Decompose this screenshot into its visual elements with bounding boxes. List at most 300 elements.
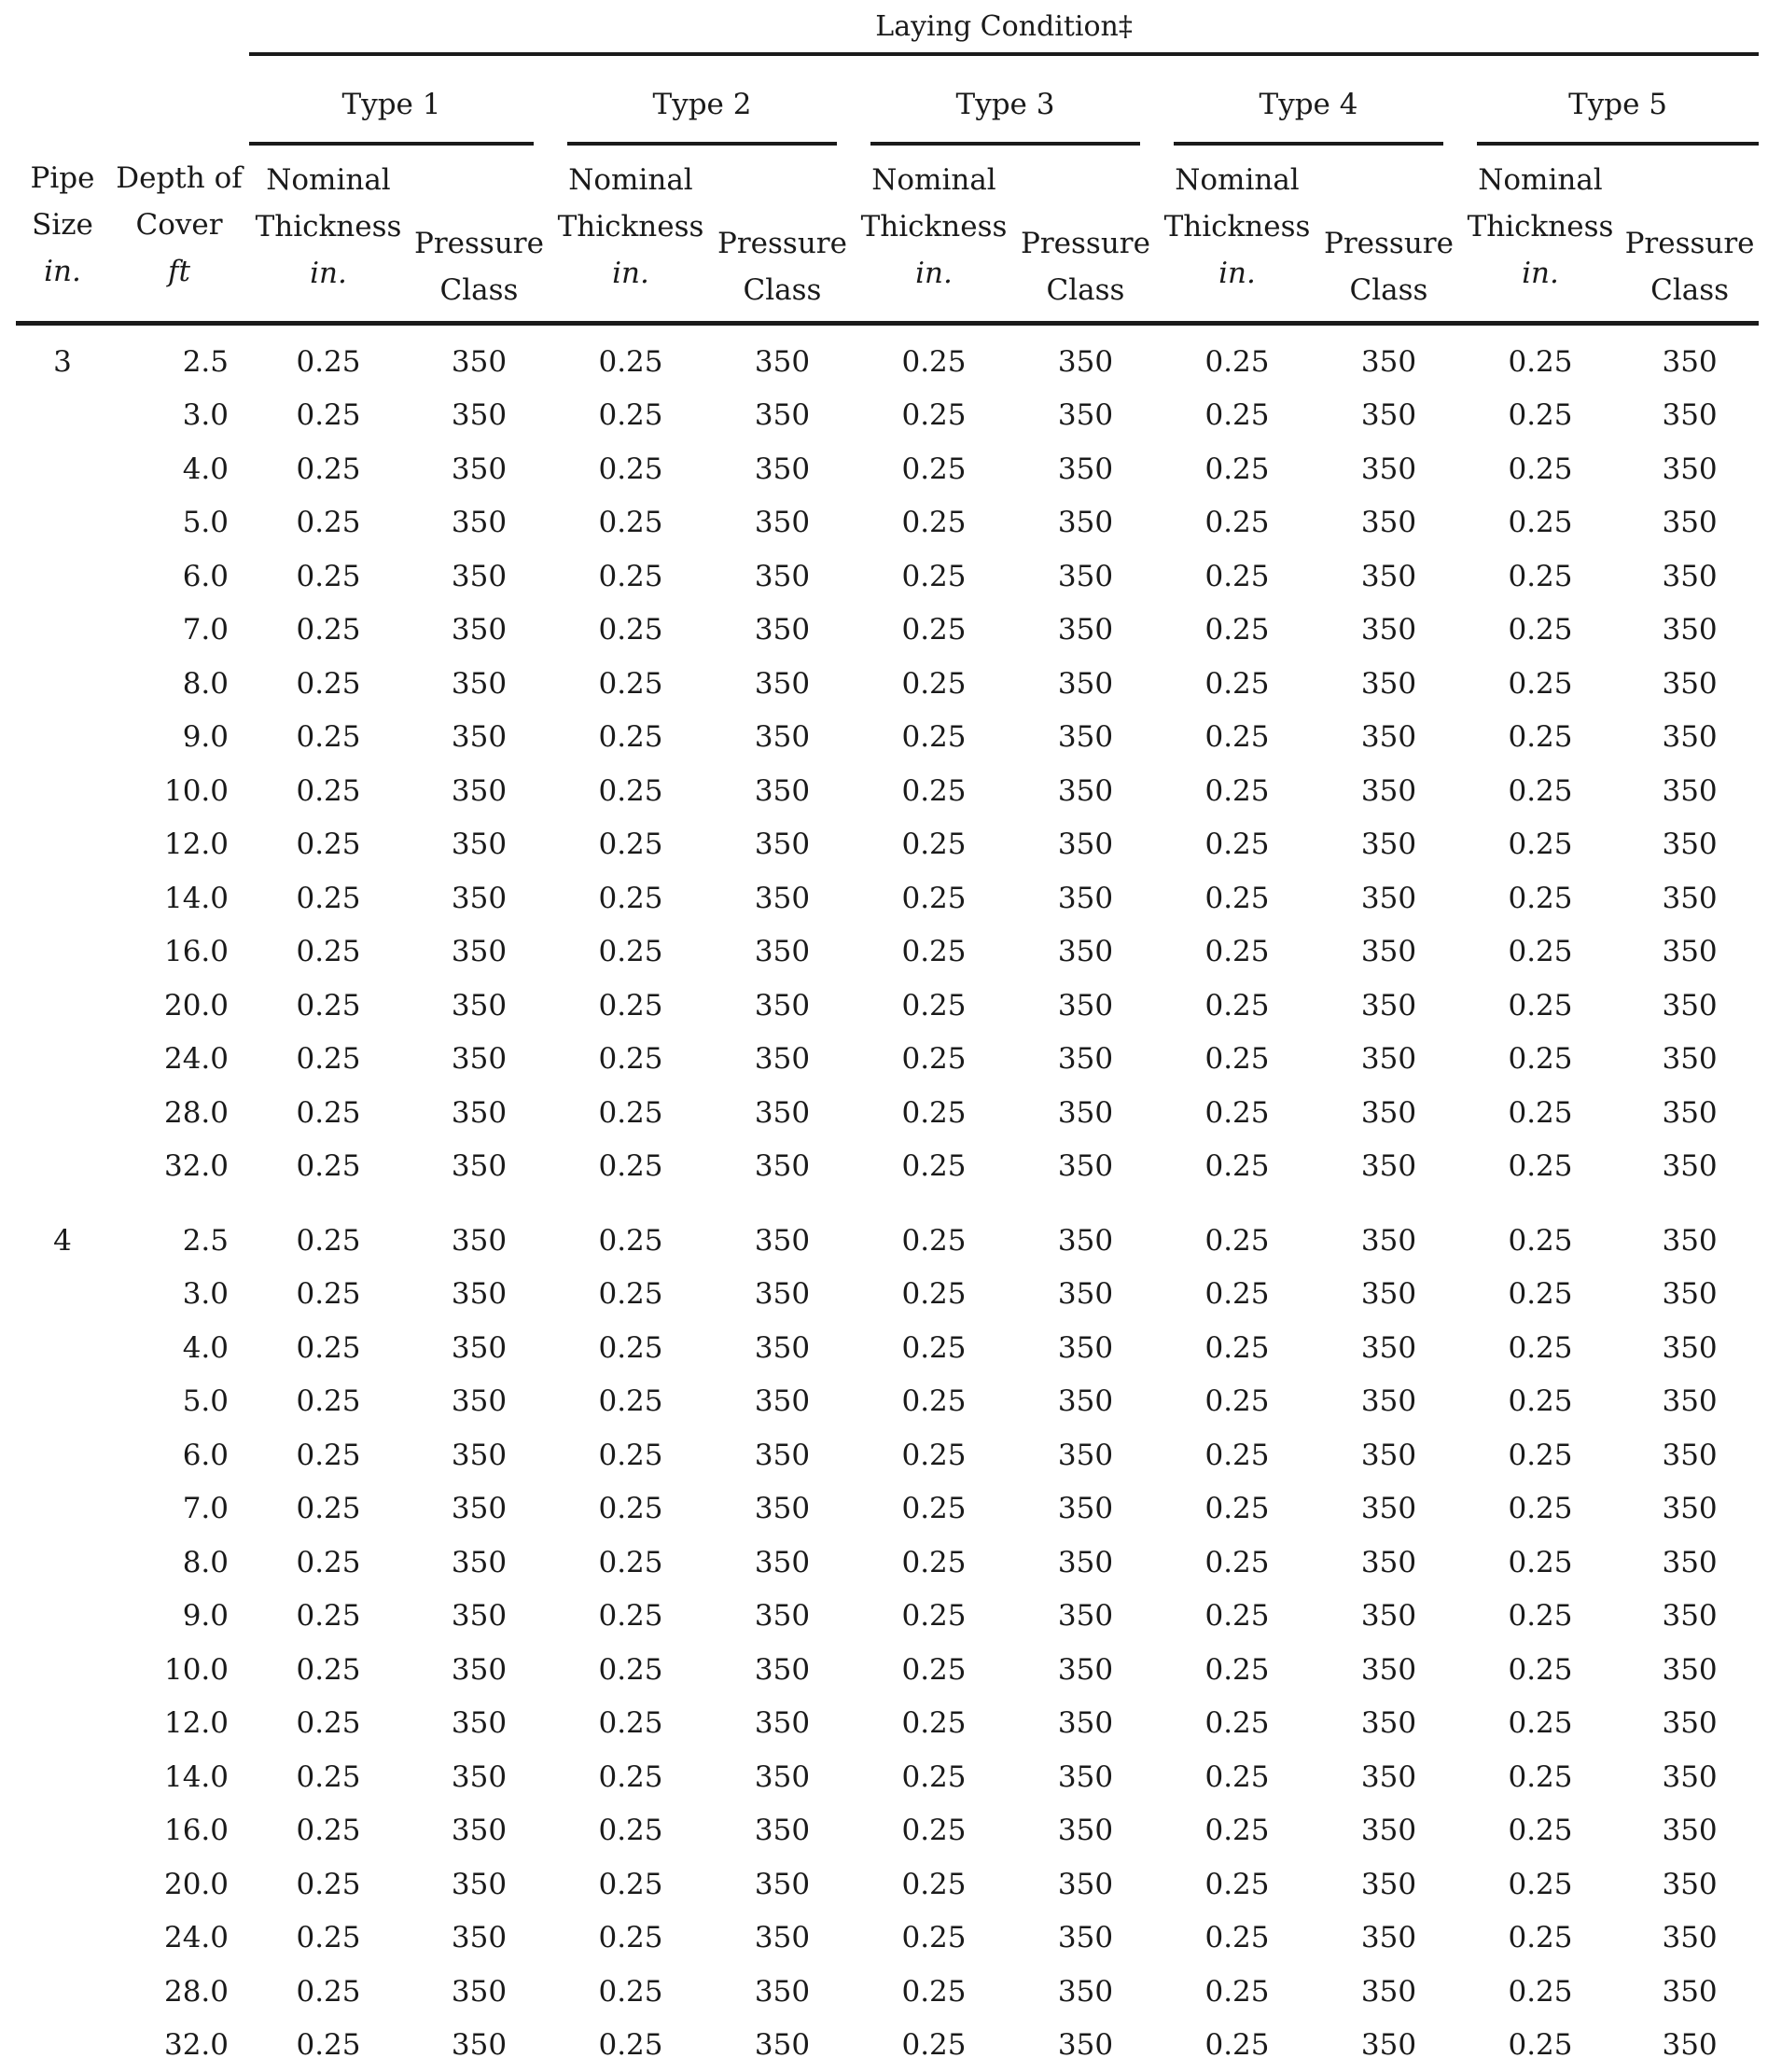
nominal-thickness-cell: 0.25 [1460, 549, 1621, 604]
nominal-thickness-cell: 0.25 [249, 496, 408, 550]
pressure-class-cell: 350 [1014, 1375, 1157, 1429]
table-row [16, 1912, 1759, 1966]
pressure-class-cell: 350 [1317, 871, 1460, 925]
nominal-thickness-cell: 0.25 [1460, 764, 1621, 818]
nominal-thickness-cell: 0.25 [249, 1086, 408, 1140]
column-header-row [16, 144, 1759, 324]
pressure-class-cell: 350 [408, 979, 550, 1033]
nominal-thickness-cell: 0.25 [1460, 389, 1621, 443]
pressure-class-cell: 350 [408, 496, 550, 550]
pressure-class-cell: 350 [1621, 442, 1759, 496]
pressure-class-cell: 350 [408, 1214, 550, 1268]
pipe-size-cell [16, 711, 109, 765]
type-2-header: Type 2 [550, 67, 854, 144]
table-row [16, 1268, 1759, 1322]
pipe-size-cell [16, 1590, 109, 1644]
pressure-class-cell: 350 [711, 1750, 854, 1804]
pressure-class-cell: 350 [1621, 549, 1759, 604]
table-row [16, 1750, 1759, 1804]
nominal-thickness-cell: 0.25 [249, 1965, 408, 2019]
nominal-thickness-cell: 0.25 [550, 442, 711, 496]
pressure-class-cell: 350 [1014, 1536, 1157, 1590]
nominal-thickness-cell: 0.25 [550, 1214, 711, 1268]
pressure-class-cell: 350 [711, 1214, 854, 1268]
table-row [16, 1643, 1759, 1697]
pipe-size-cell: 3 [16, 324, 109, 389]
pressure-class-cell: 350 [1317, 657, 1460, 711]
nominal-thickness-cell: 0.25 [249, 1643, 408, 1697]
depth-of-cover-cell: 6.0 [109, 1428, 249, 1482]
pressure-class-cell: 350 [711, 925, 854, 980]
depth-of-cover-cell: 3.0 [109, 389, 249, 443]
nominal-thickness-cell: 0.25 [1157, 1804, 1317, 1858]
nominal-thickness-cell: 0.25 [1460, 979, 1621, 1033]
pressure-class-cell: 350 [1014, 1965, 1157, 2019]
nominal-thickness-cell: 0.25 [1460, 925, 1621, 980]
depth-of-cover-cell: 10.0 [109, 764, 249, 818]
nominal-thickness-cell: 0.25 [550, 925, 711, 980]
depth-of-cover-cell: 7.0 [109, 1482, 249, 1537]
nominal-thickness-cell: 0.25 [550, 1536, 711, 1590]
pressure-class-cell: 350 [408, 549, 550, 604]
nominal-thickness-cell: 0.25 [550, 1482, 711, 1537]
pipe-size-cell [16, 1965, 109, 2019]
nominal-thickness-cell: 0.25 [550, 1590, 711, 1644]
pressure-class-cell: 350 [1621, 1965, 1759, 2019]
pressure-class-cell: 350 [408, 1643, 550, 1697]
nominal-thickness-cell: 0.25 [854, 1086, 1014, 1140]
pressure-class-header: Pressure Class [1317, 144, 1460, 324]
pressure-class-cell: 350 [711, 657, 854, 711]
nominal-thickness-cell: 0.25 [550, 1428, 711, 1482]
nominal-thickness-cell: 0.25 [1157, 324, 1317, 389]
nominal-thickness-cell: 0.25 [1157, 1590, 1317, 1644]
depth-of-cover-cell: 5.0 [109, 1375, 249, 1429]
nominal-thickness-cell: 0.25 [1157, 764, 1317, 818]
pressure-class-cell: 350 [1317, 764, 1460, 818]
pipe-thickness-table [16, 0, 1759, 2072]
pressure-class-cell: 350 [1317, 1804, 1460, 1858]
pressure-class-cell: 350 [1621, 657, 1759, 711]
pressure-class-cell: 350 [1317, 818, 1460, 872]
pressure-class-cell: 350 [1317, 1214, 1460, 1268]
table-row [16, 1965, 1759, 2019]
pressure-class-cell: 350 [1621, 764, 1759, 818]
pressure-class-cell: 350 [408, 711, 550, 765]
pressure-class-cell: 350 [408, 1428, 550, 1482]
table-row [16, 2019, 1759, 2072]
pressure-class-cell: 350 [1014, 657, 1157, 711]
table-header [16, 0, 1759, 324]
table-row [16, 1140, 1759, 1194]
nominal-thickness-cell: 0.25 [249, 1214, 408, 1268]
nominal-thickness-cell: 0.25 [1460, 871, 1621, 925]
nominal-thickness-cell: 0.25 [550, 1912, 711, 1966]
pipe-size-cell [16, 1321, 109, 1375]
nominal-thickness-cell: 0.25 [1460, 604, 1621, 658]
pressure-class-cell: 350 [408, 1804, 550, 1858]
pressure-class-cell: 350 [1317, 389, 1460, 443]
nominal-thickness-header: Nominal Thickness in. [249, 144, 408, 324]
nominal-thickness-cell: 0.25 [1460, 2019, 1621, 2072]
pressure-class-cell: 350 [408, 1086, 550, 1140]
pipe-size-cell [16, 1033, 109, 1087]
pressure-class-cell: 350 [1621, 818, 1759, 872]
pressure-class-cell: 350 [1621, 1912, 1759, 1966]
table-row [16, 1086, 1759, 1140]
depth-of-cover-cell: 3.0 [109, 1268, 249, 1322]
pipe-size-cell [16, 1536, 109, 1590]
pressure-class-cell: 350 [1317, 496, 1460, 550]
table-row [16, 324, 1759, 389]
pressure-class-cell: 350 [711, 2019, 854, 2072]
nominal-thickness-cell: 0.25 [550, 764, 711, 818]
nominal-thickness-header: Nominal Thickness in. [550, 144, 711, 324]
nominal-thickness-cell: 0.25 [854, 1033, 1014, 1087]
pipe-thickness-table-container [16, 0, 1759, 2072]
pipe-size-cell [16, 657, 109, 711]
pressure-class-cell: 350 [1014, 1804, 1157, 1858]
pressure-class-cell: 350 [1621, 925, 1759, 980]
nominal-thickness-cell: 0.25 [854, 604, 1014, 658]
pressure-class-cell: 350 [1014, 1268, 1157, 1322]
pressure-class-cell: 350 [408, 764, 550, 818]
nominal-thickness-cell: 0.25 [249, 1804, 408, 1858]
nominal-thickness-cell: 0.25 [1157, 1965, 1317, 2019]
pipe-size-cell [16, 1697, 109, 1751]
pressure-class-cell: 350 [1014, 442, 1157, 496]
pressure-class-cell: 350 [1317, 1428, 1460, 1482]
pipe-size-cell [16, 1268, 109, 1322]
nominal-thickness-cell: 0.25 [1157, 549, 1317, 604]
nominal-thickness-cell: 0.25 [550, 1321, 711, 1375]
pipe-size-cell [16, 604, 109, 658]
nominal-thickness-cell: 0.25 [1157, 1857, 1317, 1912]
nominal-thickness-cell: 0.25 [1460, 1536, 1621, 1590]
nominal-thickness-cell: 0.25 [854, 1214, 1014, 1268]
depth-of-cover-cell: 4.0 [109, 1321, 249, 1375]
pressure-class-cell: 350 [1014, 979, 1157, 1033]
pipe-size-cell [16, 1428, 109, 1482]
group-spacer [16, 1193, 1759, 1214]
pressure-class-cell: 350 [1317, 1590, 1460, 1644]
nominal-thickness-cell: 0.25 [550, 324, 711, 389]
pipe-size-cell [16, 496, 109, 550]
nominal-thickness-header: Nominal Thickness in. [1460, 144, 1621, 324]
nominal-thickness-cell: 0.25 [550, 818, 711, 872]
pressure-class-cell: 350 [1317, 2019, 1460, 2072]
pipe-size-cell [16, 925, 109, 980]
nominal-thickness-cell: 0.25 [1157, 496, 1317, 550]
nominal-thickness-cell: 0.25 [1460, 1965, 1621, 2019]
nominal-thickness-cell: 0.25 [854, 979, 1014, 1033]
pressure-class-cell: 350 [1621, 1804, 1759, 1858]
nominal-thickness-cell: 0.25 [249, 1912, 408, 1966]
pressure-class-cell: 350 [1317, 1086, 1460, 1140]
pressure-class-cell: 350 [408, 1912, 550, 1966]
nominal-thickness-cell: 0.25 [249, 1140, 408, 1194]
pressure-class-cell: 350 [1014, 711, 1157, 765]
table-row [16, 604, 1759, 658]
nominal-thickness-header: Nominal Thickness in. [854, 144, 1014, 324]
nominal-thickness-cell: 0.25 [550, 1750, 711, 1804]
pressure-class-cell: 350 [711, 1590, 854, 1644]
pressure-class-cell: 350 [1014, 1214, 1157, 1268]
pipe-size-cell [16, 1086, 109, 1140]
nominal-thickness-cell: 0.25 [249, 549, 408, 604]
pressure-class-cell: 350 [1317, 1536, 1460, 1590]
nominal-thickness-cell: 0.25 [854, 1590, 1014, 1644]
nominal-thickness-cell: 0.25 [550, 1965, 711, 2019]
pipe-size-cell [16, 979, 109, 1033]
pressure-class-header: Pressure Class [408, 144, 550, 324]
depth-of-cover-cell: 6.0 [109, 549, 249, 604]
header-gap-row [16, 54, 1759, 67]
nominal-thickness-cell: 0.25 [249, 1375, 408, 1429]
pressure-class-cell: 350 [1317, 1375, 1460, 1429]
pressure-class-cell: 350 [1621, 604, 1759, 658]
pressure-class-cell: 350 [408, 1697, 550, 1751]
pressure-class-cell: 350 [711, 1140, 854, 1194]
nominal-thickness-cell: 0.25 [854, 1375, 1014, 1429]
nominal-thickness-cell: 0.25 [1157, 925, 1317, 980]
table-row [16, 764, 1759, 818]
pressure-class-cell: 350 [711, 1536, 854, 1590]
nominal-thickness-cell: 0.25 [249, 1857, 408, 1912]
depth-of-cover-cell: 7.0 [109, 604, 249, 658]
nominal-thickness-cell: 0.25 [550, 1033, 711, 1087]
pressure-class-cell: 350 [1014, 925, 1157, 980]
depth-of-cover-cell: 16.0 [109, 1804, 249, 1858]
pipe-size-cell [16, 1375, 109, 1429]
nominal-thickness-cell: 0.25 [1157, 1375, 1317, 1429]
pressure-class-cell: 350 [711, 389, 854, 443]
pressure-class-cell: 350 [1621, 1140, 1759, 1194]
type-5-header: Type 5 [1460, 67, 1759, 144]
nominal-thickness-cell: 0.25 [854, 1321, 1014, 1375]
depth-of-cover-cell: 24.0 [109, 1033, 249, 1087]
pipe-size-cell: 4 [16, 1214, 109, 1268]
nominal-thickness-cell: 0.25 [550, 657, 711, 711]
nominal-thickness-cell: 0.25 [1157, 604, 1317, 658]
table-row [16, 979, 1759, 1033]
nominal-thickness-cell: 0.25 [249, 764, 408, 818]
nominal-thickness-cell: 0.25 [854, 871, 1014, 925]
nominal-thickness-cell: 0.25 [249, 2019, 408, 2072]
nominal-thickness-cell: 0.25 [249, 324, 408, 389]
nominal-thickness-cell: 0.25 [854, 389, 1014, 443]
depth-of-cover-cell: 28.0 [109, 1086, 249, 1140]
nominal-thickness-cell: 0.25 [1460, 1697, 1621, 1751]
nominal-thickness-cell: 0.25 [249, 818, 408, 872]
nominal-thickness-cell: 0.25 [1157, 1268, 1317, 1322]
pressure-class-cell: 350 [1317, 1857, 1460, 1912]
nominal-thickness-cell: 0.25 [550, 871, 711, 925]
nominal-thickness-cell: 0.25 [550, 979, 711, 1033]
nominal-thickness-cell: 0.25 [1460, 496, 1621, 550]
pipe-size-cell [16, 2019, 109, 2072]
table-row [16, 1590, 1759, 1644]
pressure-class-cell: 350 [1014, 1321, 1157, 1375]
pressure-class-cell: 350 [711, 1965, 854, 2019]
nominal-thickness-cell: 0.25 [1460, 1804, 1621, 1858]
pressure-class-cell: 350 [1621, 1428, 1759, 1482]
pressure-class-cell: 350 [1014, 1140, 1157, 1194]
pressure-class-cell: 350 [1014, 324, 1157, 389]
pressure-class-cell: 350 [711, 496, 854, 550]
nominal-thickness-cell: 0.25 [1460, 1428, 1621, 1482]
pipe-size-cell [16, 1750, 109, 1804]
pressure-class-cell: 350 [711, 1086, 854, 1140]
nominal-thickness-cell: 0.25 [1157, 979, 1317, 1033]
depth-of-cover-cell: 12.0 [109, 818, 249, 872]
table-row [16, 1033, 1759, 1087]
pressure-class-cell: 350 [711, 1428, 854, 1482]
nominal-thickness-cell: 0.25 [854, 324, 1014, 389]
nominal-thickness-cell: 0.25 [854, 1140, 1014, 1194]
pressure-class-cell: 350 [1317, 979, 1460, 1033]
nominal-thickness-cell: 0.25 [1157, 442, 1317, 496]
nominal-thickness-cell: 0.25 [854, 1697, 1014, 1751]
pressure-class-header: Pressure Class [1014, 144, 1157, 324]
pressure-class-cell: 350 [408, 1590, 550, 1644]
pressure-class-cell: 350 [1317, 1482, 1460, 1537]
depth-of-cover-cell: 4.0 [109, 442, 249, 496]
pressure-class-cell: 350 [408, 925, 550, 980]
nominal-thickness-cell: 0.25 [1460, 1268, 1621, 1322]
nominal-thickness-cell: 0.25 [854, 1857, 1014, 1912]
pressure-class-cell: 350 [1014, 604, 1157, 658]
nominal-thickness-cell: 0.25 [1157, 1697, 1317, 1751]
depth-of-cover-cell: 14.0 [109, 1750, 249, 1804]
nominal-thickness-cell: 0.25 [1157, 711, 1317, 765]
pressure-class-cell: 350 [1014, 2019, 1157, 2072]
nominal-thickness-cell: 0.25 [854, 1643, 1014, 1697]
pressure-class-cell: 350 [1014, 871, 1157, 925]
pressure-class-cell: 350 [1014, 764, 1157, 818]
pressure-class-cell: 350 [1014, 389, 1157, 443]
table-row [16, 711, 1759, 765]
pressure-class-cell: 350 [1014, 1857, 1157, 1912]
nominal-thickness-cell: 0.25 [550, 496, 711, 550]
pressure-class-cell: 350 [711, 1857, 854, 1912]
nominal-thickness-cell: 0.25 [550, 549, 711, 604]
pressure-class-cell: 350 [408, 1536, 550, 1590]
pressure-class-cell: 350 [408, 324, 550, 389]
pressure-class-cell: 350 [408, 1033, 550, 1087]
type-4-header: Type 4 [1157, 67, 1460, 144]
pressure-class-header: Pressure Class [1621, 144, 1759, 324]
pressure-class-cell: 350 [1014, 1033, 1157, 1087]
pressure-class-cell: 350 [1621, 1590, 1759, 1644]
nominal-thickness-cell: 0.25 [1157, 1750, 1317, 1804]
pressure-class-cell: 350 [1317, 1140, 1460, 1194]
pressure-class-cell: 350 [408, 389, 550, 443]
nominal-thickness-cell: 0.25 [550, 1697, 711, 1751]
pressure-class-cell: 350 [711, 1912, 854, 1966]
nominal-thickness-cell: 0.25 [550, 604, 711, 658]
pressure-class-cell: 350 [1621, 1697, 1759, 1751]
pressure-class-cell: 350 [408, 1375, 550, 1429]
table-row [16, 818, 1759, 872]
nominal-thickness-cell: 0.25 [854, 1482, 1014, 1537]
pressure-class-cell: 350 [1317, 1268, 1460, 1322]
nominal-thickness-cell: 0.25 [249, 871, 408, 925]
nominal-thickness-cell: 0.25 [1157, 1140, 1317, 1194]
pressure-class-cell: 350 [1014, 1428, 1157, 1482]
pressure-class-cell: 350 [1621, 496, 1759, 550]
depth-of-cover-cell: 8.0 [109, 657, 249, 711]
pressure-class-cell: 350 [1621, 1033, 1759, 1087]
pressure-class-cell: 350 [408, 1750, 550, 1804]
nominal-thickness-cell: 0.25 [550, 1857, 711, 1912]
nominal-thickness-cell: 0.25 [854, 1912, 1014, 1966]
table-row [16, 1428, 1759, 1482]
nominal-thickness-cell: 0.25 [1157, 818, 1317, 872]
nominal-thickness-cell: 0.25 [854, 818, 1014, 872]
pipe-size-header: Pipe Size in. [16, 144, 109, 324]
nominal-thickness-cell: 0.25 [854, 496, 1014, 550]
nominal-thickness-cell: 0.25 [249, 442, 408, 496]
nominal-thickness-cell: 0.25 [249, 711, 408, 765]
pressure-class-cell: 350 [1317, 1750, 1460, 1804]
nominal-thickness-cell: 0.25 [1157, 2019, 1317, 2072]
nominal-thickness-cell: 0.25 [249, 1321, 408, 1375]
pressure-class-cell: 350 [711, 1482, 854, 1537]
nominal-thickness-cell: 0.25 [854, 925, 1014, 980]
laying-condition-header-row [16, 0, 1759, 54]
pressure-class-cell: 350 [1621, 1857, 1759, 1912]
pressure-class-cell: 350 [408, 1857, 550, 1912]
table-row [16, 1214, 1759, 1268]
nominal-thickness-cell: 0.25 [854, 1428, 1014, 1482]
depth-of-cover-cell: 10.0 [109, 1643, 249, 1697]
pressure-class-cell: 350 [1621, 711, 1759, 765]
nominal-thickness-cell: 0.25 [249, 389, 408, 443]
pressure-class-cell: 350 [1317, 1033, 1460, 1087]
pressure-class-cell: 350 [711, 1375, 854, 1429]
type-3-header: Type 3 [854, 67, 1157, 144]
nominal-thickness-cell: 0.25 [550, 2019, 711, 2072]
pressure-class-cell: 350 [408, 2019, 550, 2072]
nominal-thickness-cell: 0.25 [1157, 1321, 1317, 1375]
nominal-thickness-cell: 0.25 [1460, 1857, 1621, 1912]
depth-of-cover-cell: 2.5 [109, 324, 249, 389]
nominal-thickness-cell: 0.25 [249, 1428, 408, 1482]
pipe-size-cell [16, 818, 109, 872]
pressure-class-cell: 350 [408, 871, 550, 925]
pressure-class-cell: 350 [1317, 549, 1460, 604]
nominal-thickness-cell: 0.25 [1460, 1912, 1621, 1966]
pressure-class-cell: 350 [711, 1268, 854, 1322]
nominal-thickness-cell: 0.25 [1157, 657, 1317, 711]
nominal-thickness-cell: 0.25 [550, 389, 711, 443]
pressure-class-cell: 350 [711, 871, 854, 925]
depth-of-cover-cell: 12.0 [109, 1697, 249, 1751]
pressure-class-cell: 350 [1317, 711, 1460, 765]
pipe-size-cell [16, 549, 109, 604]
pressure-class-cell: 350 [711, 1697, 854, 1751]
pressure-class-cell: 350 [1621, 1086, 1759, 1140]
pipe-size-cell [16, 1857, 109, 1912]
pressure-class-cell: 350 [1014, 1590, 1157, 1644]
depth-of-cover-cell: 9.0 [109, 711, 249, 765]
table-row [16, 1536, 1759, 1590]
pipe-size-cell [16, 1482, 109, 1537]
nominal-thickness-cell: 0.25 [249, 925, 408, 980]
pressure-class-cell: 350 [1014, 1643, 1157, 1697]
pressure-class-cell: 350 [711, 1643, 854, 1697]
